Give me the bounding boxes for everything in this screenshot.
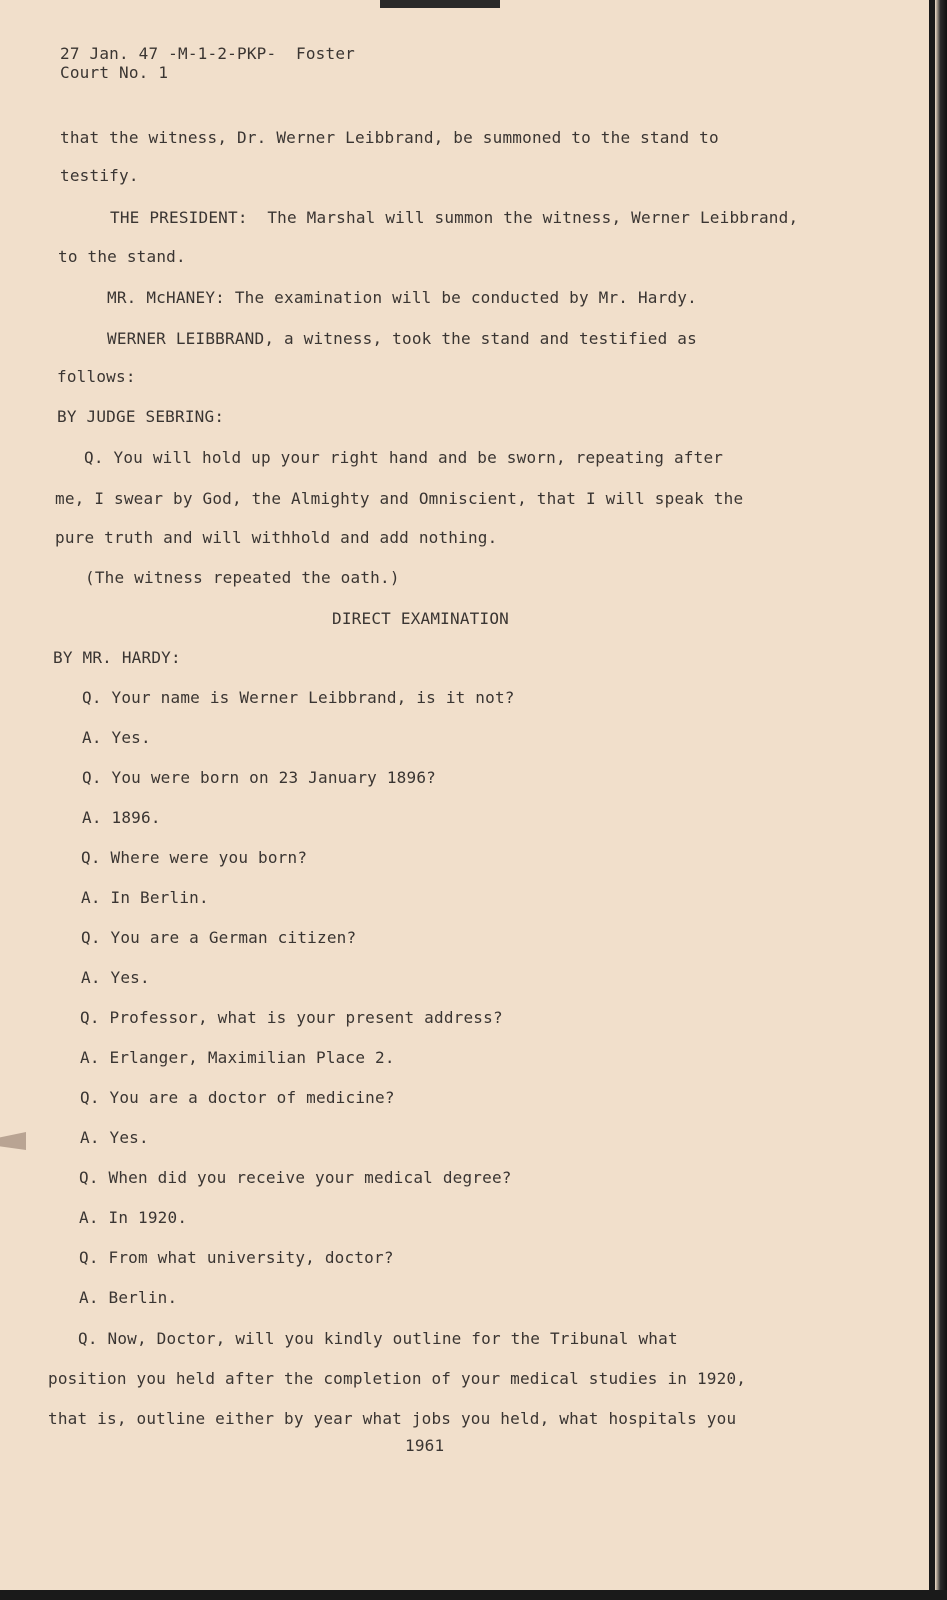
text-line: Q. You will hold up your right hand and be sworn, repeating after [84,448,724,467]
text-line: pure truth and will withhold and add nothing. [55,528,498,547]
qa-line: Q. From what university, doctor? [79,1248,394,1267]
text-line: THE PRESIDENT: The Marshal will summon the witness, Werner Leibbrand, [110,208,799,227]
section-heading: DIRECT EXAMINATION [332,609,509,628]
text-line: Q. Now, Doctor, will you kindly outline for the Tribunal what [78,1329,678,1348]
qa-line: A. Yes. [80,1128,149,1147]
header-line-court: Court No. 1 [60,63,169,82]
qa-line: Q. You are a German citizen? [81,928,357,947]
qa-line: Q. When did you receive your medical degree? [79,1168,512,1187]
qa-line: A. Berlin. [79,1288,178,1307]
qa-line: A. In Berlin. [81,888,209,907]
qa-line: Q. You were born on 23 January 1896? [82,768,436,787]
scan-right-border [935,0,947,1600]
qa-line: Q. Your name is Werner Leibbrand, is it not? [82,688,515,707]
text-line: testify. [60,166,139,185]
header-line-date: 27 Jan. 47 -M-1-2-PKP- Foster [60,44,355,63]
qa-line: Q. Professor, what is your present address? [80,1008,503,1027]
text-line: (The witness repeated the oath.) [85,568,400,587]
qa-line: A. In 1920. [79,1208,188,1227]
qa-line: A. Yes. [81,968,150,987]
text-line: MR. McHANEY: The examination will be conducted by Mr. Hardy. [107,288,697,307]
text-line: to the stand. [58,247,186,266]
text-line: follows: [57,367,136,386]
examiner-label: BY JUDGE SEBRING: [57,407,225,426]
text-line: me, I swear by God, the Almighty and Omniscient, that I will speak the [55,489,744,508]
qa-line: A. 1896. [82,808,161,827]
text-line: that the witness, Dr. Werner Leibbrand, be summoned to the stand to [60,128,719,147]
text-line: that is, outline either by year what jobs you held, what hospitals you [48,1409,737,1428]
examiner-label: BY MR. HARDY: [53,648,181,667]
page-number: 1961 [405,1436,445,1455]
qa-line: A. Erlanger, Maximilian Place 2. [80,1048,395,1067]
text-line: position you held after the completion of your medical studies in 1920, [48,1369,747,1388]
qa-line: A. Yes. [82,728,151,747]
text-line: WERNER LEIBBRAND, a witness, took the stand and testified as [107,329,697,348]
qa-line: Q. You are a doctor of medicine? [80,1088,395,1107]
qa-line: Q. Where were you born? [81,848,308,867]
